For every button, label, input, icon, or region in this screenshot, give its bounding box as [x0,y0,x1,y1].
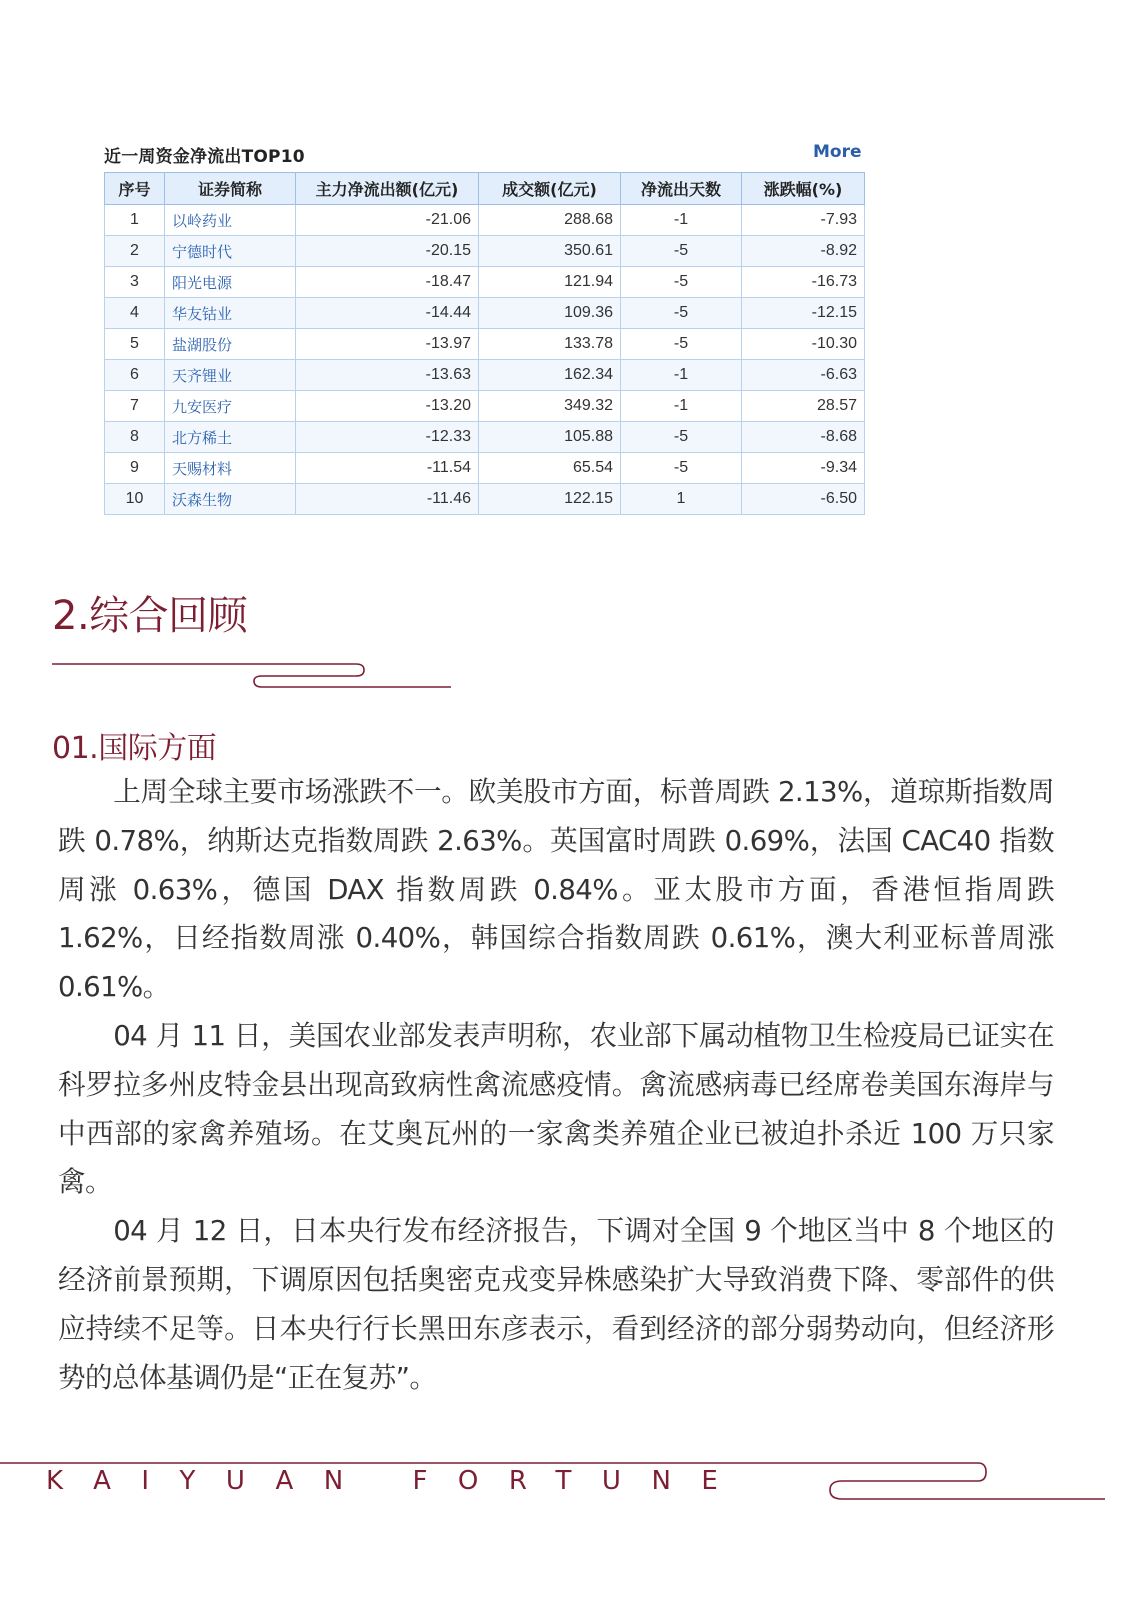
cell-net-outflow: -21.06 [296,205,479,236]
cell-index: 6 [105,360,165,391]
cell-change-pct: -6.63 [742,360,865,391]
cell-change-pct: -16.73 [742,267,865,298]
cell-security-name[interactable]: 阳光电源 [165,267,296,298]
column-header-outflow-days: 净流出天数 [621,173,742,205]
cell-change-pct: -9.34 [742,453,865,484]
cell-index: 10 [105,484,165,515]
cell-net-outflow: -11.46 [296,484,479,515]
column-header-change-pct: 涨跌幅(%) [742,173,865,205]
cell-turnover: 65.54 [479,453,621,484]
paragraph-boj-report: 04 月 12 日，日本央行发布经济报告，下调对全国 9 个地区当中 8 个地区的经济前景预期，下调原因包括奥密克戎变异株感染扩大导致消费下降、零部件的供应持续不足等。日本央行行长黑田东彦表示，看到经济的部分弱势动向，但经济形势的总体基调仍是“正在复苏”。 [58,1214,1054,1394]
cell-index: 7 [105,391,165,422]
cell-outflow-days: -1 [621,391,742,422]
cell-change-pct: -6.50 [742,484,865,515]
cell-outflow-days: -5 [621,422,742,453]
paragraph-avian-flu: 04 月 11 日，美国农业部发表声明称，农业部下属动植物卫生检疫局已证实在科罗拉多州皮特金县出现高致病性禽流感疫情。禽流感病毒已经席卷美国东海岸与中西部的家禽养殖场。在艾奥瓦州的一家禽类养殖企业已被迫扑杀近 100 万只家禽。 [58,1018,1054,1199]
footer-brand: KAIYUAN FORTUNE [46,1466,749,1496]
cell-outflow-days: 1 [621,484,742,515]
cell-security-name[interactable]: 以岭药业 [165,205,296,236]
cell-security-name[interactable]: 盐湖股份 [165,329,296,360]
cell-change-pct: -10.30 [742,329,865,360]
subsection-title: 01.国际方面 [52,731,217,766]
cell-change-pct: 28.57 [742,391,865,422]
column-header-name: 证券简称 [165,173,296,205]
section-title: 2.综合回顾 [52,593,248,639]
table-title: 近一周资金净流出TOP10 [104,147,305,167]
cell-index: 9 [105,453,165,484]
cell-turnover: 105.88 [479,422,621,453]
cell-change-pct: -12.15 [742,298,865,329]
cell-security-name[interactable]: 天赐材料 [165,453,296,484]
cell-net-outflow: -18.47 [296,267,479,298]
paragraph-global-markets: 上周全球主要市场涨跌不一。欧美股市方面，标普周跌 2.13%，道琼斯指数周跌 0.78%，纳斯达克指数周跌 2.63%。英国富时周跌 0.69%，法国 CAC40 指数周涨 0.63%，德国 DAX 指数周跌 0.84%。亚太股市方面，香港恒指周跌 1.62%，日经指数周涨 0.40%，韩国综合指数周跌 0.61%，澳大利亚标普周涨 0.61%。 [58,775,1054,1004]
cell-outflow-days: -1 [621,205,742,236]
cell-outflow-days: -5 [621,267,742,298]
cell-index: 8 [105,422,165,453]
more-link[interactable]: More [813,142,862,162]
cell-index: 1 [105,205,165,236]
cell-outflow-days: -5 [621,453,742,484]
cell-change-pct: -8.68 [742,422,865,453]
column-header-turnover: 成交额(亿元) [479,173,621,205]
cell-turnover: 122.15 [479,484,621,515]
cell-turnover: 162.34 [479,360,621,391]
cell-net-outflow: -12.33 [296,422,479,453]
cell-index: 5 [105,329,165,360]
cell-security-name[interactable]: 宁德时代 [165,236,296,267]
cell-security-name[interactable]: 北方稀土 [165,422,296,453]
cell-security-name[interactable]: 华友钴业 [165,298,296,329]
cell-change-pct: -8.92 [742,236,865,267]
cell-outflow-days: -1 [621,360,742,391]
cell-turnover: 349.32 [479,391,621,422]
cell-index: 4 [105,298,165,329]
cell-index: 3 [105,267,165,298]
cell-security-name[interactable]: 沃森生物 [165,484,296,515]
cell-net-outflow: -20.15 [296,236,479,267]
cell-outflow-days: -5 [621,329,742,360]
cell-outflow-days: -5 [621,298,742,329]
cell-outflow-days: -5 [621,236,742,267]
cell-turnover: 109.36 [479,298,621,329]
cell-net-outflow: -14.44 [296,298,479,329]
cell-security-name[interactable]: 九安医疗 [165,391,296,422]
cell-turnover: 288.68 [479,205,621,236]
cell-net-outflow: -13.97 [296,329,479,360]
cell-net-outflow: -11.54 [296,453,479,484]
cell-net-outflow: -13.20 [296,391,479,422]
cell-turnover: 133.78 [479,329,621,360]
cell-change-pct: -7.93 [742,205,865,236]
cell-turnover: 350.61 [479,236,621,267]
cell-net-outflow: -13.63 [296,360,479,391]
cell-turnover: 121.94 [479,267,621,298]
cell-security-name[interactable]: 天齐锂业 [165,360,296,391]
cell-index: 2 [105,236,165,267]
column-header-index: 序号 [105,173,165,205]
column-header-net-outflow: 主力净流出额(亿元) [296,173,479,205]
